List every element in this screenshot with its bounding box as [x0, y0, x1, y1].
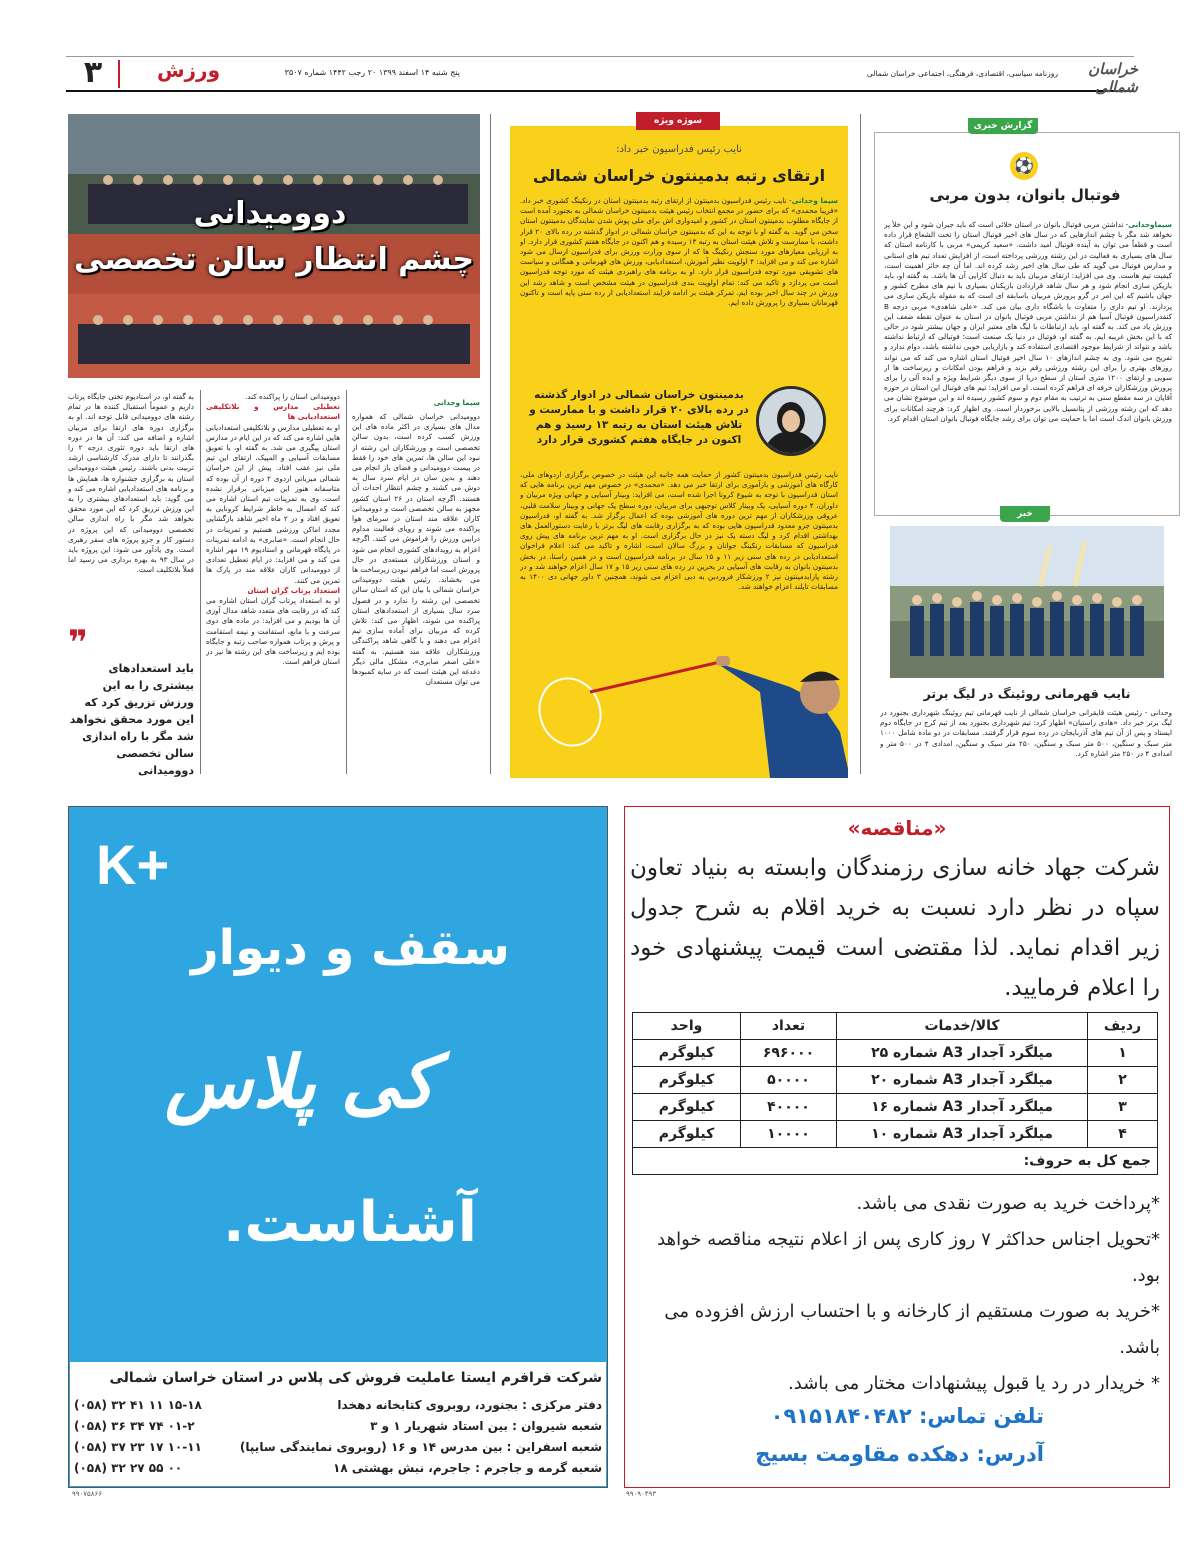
tender-table-wrap — [632, 1012, 1158, 1175]
rowing-photo-svg — [890, 526, 1164, 678]
football-article-title: فوتبال بانوان، بدون مربی — [929, 186, 1121, 204]
athletics-headline-2: چشم انتظار سالن تخصصی — [74, 242, 474, 277]
tender-address-line — [700, 1442, 1044, 1466]
table-total-row — [633, 1148, 1158, 1175]
branch-phone[interactable]: (۰۵۸) ۳۲ ۴۱ ۱۱ ۱۵-۱۸ — [74, 1398, 202, 1412]
issue-date: پنج شنبه ۱۴ اسفند ۱۳۹۹ ۲۰ رجب ۱۴۴۲ شماره ۳۵۰۷ — [284, 68, 460, 77]
table-header-row — [633, 1013, 1158, 1040]
badminton-svg — [520, 632, 848, 778]
quote-mark-icon: ❞ — [68, 623, 88, 663]
table-cell: ۱۰۰۰۰ — [741, 1121, 837, 1148]
athletics-col-a: دوومیدانی خراسان شمالی که همواره مدال های بسیاری در اکثر ماده های این ورزش کسب کرده است، بدون سالن تخصصی است و ورزشکاران این رشته از نبود این سالن ها، تمرین های خود را فقط در پیست دوومیدانی و فضای باز انجام می دهند و بدین سان در ایام سرد سال به دوش می کشند و چشم انتظار احداث آن هستند. اگرچه استان در ۲۶ استان کشور مجهز به سالن تخصصی است و دوومیدانی کاران علاقه مند استان در سرمای هوا پراکنده می شوند و رویای فعالیت مداوم درایین ورزش را فراموش می کنند. اگرچه اعزام به رویدادهای کشوری انجام می شود و استان ورزشکاران مستعدی در حال پرورش است اما فراهم نبودن زیرساخت ها می بخشاند. رئیس هیئت دوومیدانی خراسان شمالی با بیان این که استان سالن تخصصی این رشته را ندارد و در فصول سرد سال بسیاری از استعدادهای استان پراکنده می شوند، اظهار می کند: تلاش کرده که مربیان برای آماده سازی تیم اعزام می دهند و با گاهی شاهد پراکندگی ورزشکاران علاقه مند هستیم. به گفته «علی اصغر صابری»، مشکل مالی دیگر دغدغه این هیئت است که در سایه کمبودها می توان مستعدان — [352, 412, 480, 687]
article-author: سیماوحدانی — [1128, 220, 1172, 229]
table-row — [633, 1040, 1158, 1067]
kplus-logo: K+ — [96, 833, 170, 896]
col-header: تعداد — [741, 1013, 837, 1040]
subhead-schools: تعطیلی مدارس و بلاتکلیفی استعدادیابی ها — [206, 402, 340, 422]
news-tag: خبر — [1000, 506, 1050, 522]
athletics-headline-1: دوومیدانی — [193, 196, 347, 231]
table-cell: ۴۰۰۰۰ — [741, 1094, 837, 1121]
col-header: کالا/خدمات — [837, 1013, 1088, 1040]
branch-phone[interactable]: (۰۵۸) ۳۲ ۲۷ ۵۵ ۰۰ — [74, 1461, 183, 1475]
table-row — [633, 1121, 1158, 1148]
special-tag: سوژه ویژه — [636, 112, 720, 130]
branch-phone[interactable]: (۰۵۸) ۳۷ ۲۳ ۱۷ ۱۰-۱۱ — [74, 1440, 202, 1454]
table-cell: ۴ — [1088, 1121, 1158, 1148]
kplus-brand: کی پلاس — [164, 1040, 436, 1124]
football-icon: ⚽ — [1010, 152, 1038, 180]
section-title: ورزش — [156, 58, 220, 82]
col-b-intro: دوومیدانی استان را پراکنده کند. — [245, 392, 340, 401]
tender-intro: شرکت جهاد خانه سازی رزمندگان وابسته به بنیاد تعاون سپاه در نظر دارد نسبت به خرید اقلام به شرح جدول زیر اقدام نماید. لذا مقتضی است قیمت پیشنهادی خود را اعلام فرمایید. — [630, 855, 1160, 1001]
special-body — [520, 196, 838, 374]
branch-name: شعبه شیروان : بین استاد شهریار ۱ و ۳ — [370, 1419, 602, 1433]
tender-note: *خرید به صورت مستقیم از کارخانه و با احتساب ارزش افزوده می باشد. — [664, 1301, 1160, 1358]
tender-note: * خریدار در رد یا قبول پیشنهادات مختار می باشد. — [788, 1373, 1160, 1394]
table-cell: ۳ — [1088, 1094, 1158, 1121]
athletics-col-c: به گفته او، در استادیوم تختی جایگاه پرتاب داریم و عموماً استقبال کننده ها در تمام رشته های دوومیدانی قابل توجه اند. او به برگزاری دوره های ارتقا برای مربیان اشاره و اضافه می کند: آن ها در دوره های ارتقا باید دوره تئوری درجه ۲ را بگذرانند تا دارای مدرک کارشناسی ارشد تربیت بدنی باشند. رئیس هیئت دوومیدانی استان به برگزاری جشنواره ها، همایش ها و برنامه های استعدادیابی اشاره می کند و می گوید: باید استعدادهای بیشتری را به این ورزش تزریق کرد که این مورد محقق نخواهد شد مگر با راه اندازی سالن تخصصی دوومیدانی که این پروژه در دستور کار و جزو پروژه های سفر رهبری است. وی یادآور می شود: این پروژه باید در سال ۹۳ به بهره برداری می رسید اما فعلاً بلاتکلیف است. — [68, 392, 194, 575]
col-b-text: او به تعطیلی مدارس و بلاتکلیفی استعدادیابی هایی اشاره می کند که در این ایام در مدارس استان پیگیری می شد. به گفته او، با تعویق مسابقات آسیایی و المپیک، ارتقای این تیم ملی نیز عقب افتاد. پیش از این خراسان شمالی میزبانی اردوی ۲ دوره از آن بوده که متاسفانه هنوز این میزبانی برقرار نشده است. وی به تمرینات تیم استان اشاره می کند که امسال به خاطر شرایط کرونایی به تعویق افتاد و در ۲ ماه اخیر شاهد بازگشایی مجدد اماکن ورزشی هستیم و تمرینات در حال انجام است. «صابری» به ادامه تمرینات در پایگاه قهرمانی و استادیوم ۱۹ مهر اشاره می کند و می افزاید: در ایام تعطیل تعدادی از دوومیدانی کاران علاقه مند در پارک ها تمرین می کنند. — [206, 422, 340, 585]
rowing-team-photo — [890, 526, 1164, 678]
column-rule-1 — [490, 114, 491, 774]
report-tag: گزارش خبری — [968, 118, 1038, 134]
table-cell: ۵۰۰۰۰ — [741, 1067, 837, 1094]
official-portrait — [756, 386, 826, 456]
kplus-branches — [74, 1398, 602, 1482]
table-cell: کیلوگرم — [633, 1040, 741, 1067]
table-cell: ۱ — [1088, 1040, 1158, 1067]
branch-row — [74, 1461, 602, 1482]
branch-row — [74, 1419, 602, 1440]
subhead-throwers: استعداد پرتاب گران استان — [247, 585, 340, 595]
paper-tagline: روزنامه سیاسی، اقتصادی، فرهنگی، اجتماعی خراسان شمالی — [866, 69, 1058, 78]
table-cell: ۶۹۶۰۰۰ — [741, 1040, 837, 1067]
header-divider — [118, 60, 120, 88]
article-text: - نداشتن مربی فوتبال بانوان در استان خلائی است که باید جبران شود و این خلأ پر نخواهد شد مگر با چشم اندازهایی که در سال های اخیر فوتبال استان را تحت الشعاع قرار داده است و قطعاً می توان به آینده فوتبال امید داشت. «سعید کریمی» مربی با کارنامه استان که سال های بسیاری به فعالیت در این رشته ورزشی پرداخته است، از افزایش تعداد تیم های استانی و مدارس فوتبال می گوید که طی سال های اخیر رشد کرده اند. اما آن چه حائز اهمیت است، کیفیت تیم هاست. وی می افزاید: ارتقای مربیان باید به دنبال کارایی آن ها باشد. به گفته او، باید بازیکن سازی انجام شود و هر سال شاهد قراردادن بازیکنان بسیاری با تیم های مطرح کشور و جهان باشیم که این امر در گرو پرورش مربیان باسابقه ای است که به مقوله بازیکن سازی می پردازند. او تیم داری را متفاوت با باشگاه داری بیان می کند. «علی شاهدی» مربی درجه B کنفدراسیون فوتبال آسیا هم از نداشتن مربی فوتبال بانوان در استان به عنوان نقطه ضعف این ورزش یاد می کند. به گفته او، باید ارتباطات با لیگ های معتبر ایران و جهان بیشتر شود در حالی که با این بخش غریبه ایم. به گفته او، فوتبال در دنیا یک صنعت است؛ فوتبالی که ارتباط نداشته باشد و نتواند از شرایط موجود اقتصادی استفاده کند و بازاریابی خوبی نداشته باشد، دوام ندارد و تفریح می شود. وی به چشم اندازهای ۱۰ سال اخیر فوتبال استان اشاره می کند که می تواند روزهای بهتری را برای این رشته ورزشی رقم بزند و فراهم بودن امکانات و زیرساخت ها از سویی و ارتقای ۱۲۰۰ متری استان از سطح دریا از سوی دیگر شرایط ویژه و ایده آلی را برای پرورش ورزشکاران حرفه ای فراهم کرده است. او می افزاید: تیم های فوتبال این استان در حوزه آقایان در سه مقطع سنی به ترتیب به مقام دوم و سوم کشور رسیده اند و این موضوع نشان می دهد که این رشته ورزشی از پتانسیل بالایی برخوردار است. وی اظهار کرد: هرچند امکانات برای ورزش بانوان اندک است اما با حمایت می توان برای رشد جایگاه فوتبال بانوان استان اقدام کرد. — [884, 220, 1172, 423]
page-number: ۳ — [83, 55, 103, 90]
table-cell: کیلوگرم — [633, 1067, 741, 1094]
branch-row — [74, 1440, 602, 1461]
special-body-2: نایب رئیس فدراسیون بدمینتون کشور از حمایت همه جانبه این هیئت در خصوص برگزاری اردوهای ملی، کارگاه های آموزشی و بازآموزی برای ارتقا خبر می دهد. «محمدی» در خصوص مهم ترین برنامه هایی که استان فدراسیون با توجه به شیوع کرونا اجرا شده است، می افزاید: وبینار آسیایی و جهانی ویژه مربیان و داوران، ۴ دوره آسیایی، یک وبینار کلاس توجیهی برای مربیان، دوره سطح یک جهانی و وبینار سلامت قلبی، عروقی ورزشکاران از مهم ترین دوره های آموزشی بوده که اعمال برگزار شد. به گفته او، فدراسیون بدمینتون جزو معدود فدراسیون هایی بوده که به برگزاری رقابت های لیگ برتر با رعایت دستورالعمل های بهداشتی اقدام کرد و لیگ دسته یک نیز در حال برگزاری است. او به مهم ترین برنامه های پیش روی فدراسیون که مسابقات رنکینگ جوانان و بزرگ سالان است، اشاره و تاکید می کند: اعلام فراخوان استعدادیابی در رده های سنی زیر ۱۱ و ۱۵ سال در برنامه فدراسیون است و در همین راستا، در بخش بدمینتون بانوان به رقابت های آسیایی در بحرین در رده های سنی زیر ۱۵ و ۱۷ سال اعزام خواهند شد و در رشته پارابدمینتون نیز ۲ ورزشکار فروردین به دبی اعزام می شوند، همچنین ۳ داور جهانی دی ۱۴۰۰ به مسابقات تایلند اعزام خواهند شد. — [520, 470, 838, 592]
tender-phone-line — [700, 1404, 1044, 1428]
column-rule-2 — [860, 114, 861, 774]
table-cell: ۲ — [1088, 1067, 1158, 1094]
rowing-news-title: نایب قهرمانی روئینگ در لیگ برتر — [923, 686, 1131, 701]
col-b2-text: او به استعداد پرتاب گران استان اشاره می کند که در رقابت های متعدد شاهد مدال آوری آن ها بودیم و می افزاید: در ماده های دوی سرعت و با مانع، استقامت و نیمه استقامت و پرش و پرتاب همواره صاحب رتبه و جایگاه بوده ایم و زیرساخت های این رشته ها نیز در استان فراهم است. — [206, 596, 340, 667]
branch-name: شعبه گرمه و جاجرم : جاجرم، نبش بهشتی ۱۸ — [333, 1461, 602, 1475]
special-quote: بدمینتون خراسان شمالی در ادوار گذشته در رده بالای ۲۰ قرار داشت و با ممارست و تلاش هیئت استان به رتبه ۱۳ رسید و هم اکنون در جایگاه هفتم کشوری قرار دارد — [529, 389, 749, 446]
table-row — [633, 1067, 1158, 1094]
address-label: آدرس: — [976, 1442, 1044, 1466]
tender-table — [632, 1012, 1158, 1175]
rowing-news-body: وحدانی - رئیس هیئت قایقرانی خراسان شمالی از نایب قهرمانی تیم روئینگ شهرداری بجنورد در لیگ برتر خبر داد. «هادی راستیان» اظهار کرد: تیم شهرداری بجنورد بعد از تیم کرج در جایگاه دوم ایستاد و پس از آن تیم های آذربایجان در رده سوم قرار گرفتند. مسابقات در دو ماده شامل ۱۰۰۰ متر سبک و سنگین، ۵۰۰ متر سبک و سنگین، ۲۵۰ متر سبک و سنگین، امدادی ۴ در ۵۰۰ متر و امدادی ۴ در ۲۵۰ متر اشاره کرد. — [880, 708, 1172, 758]
kplus-line-1: سقف و دیوار — [190, 920, 510, 976]
address-value: دهکده مقاومت بسیج — [755, 1442, 970, 1466]
kplus-dealer: شرکت فرافرم ایستا عاملیت فروش کی پلاس در استان خراسان شمالی — [109, 1370, 602, 1386]
col-header: ردیف — [1088, 1013, 1158, 1040]
athletics-col-b — [206, 392, 340, 774]
table-total-label: جمع کل به حروف: — [633, 1148, 1158, 1175]
table-cell: میلگرد آجدار A3 شماره ۱۰ — [837, 1121, 1088, 1148]
column-rule-3 — [346, 390, 347, 774]
col-header: واحد — [633, 1013, 741, 1040]
table-cell: میلگرد آجدار A3 شماره ۲۰ — [837, 1067, 1088, 1094]
pull-quote: باید استعدادهای بیشتری را به این ورزش تزریق کرد که این مورد محقق نخواهد شد مگر با راه اندازی سالن تخصصی دوومیدانی — [69, 662, 194, 777]
tender-notes — [630, 1186, 1160, 1402]
phone-number[interactable]: ۰۹۱۵۱۸۴۰۴۸۲ — [770, 1404, 912, 1428]
branch-name: دفتر مرکزی : بجنورد، روبروی کتابخانه دهخدا — [337, 1398, 602, 1412]
branch-row — [74, 1398, 602, 1419]
kplus-line-3: آشناست. — [223, 1190, 477, 1255]
badminton-player-image — [520, 632, 848, 778]
branch-phone[interactable]: (۰۵۸) ۳۶ ۳۴ ۷۴ ۰۱-۲ — [74, 1419, 195, 1433]
table-cell: میلگرد آجدار A3 شماره ۱۶ — [837, 1094, 1088, 1121]
kplus-ad-code: ۹۹۰۷۵۸۶۶ — [72, 1490, 103, 1498]
table-row — [633, 1094, 1158, 1121]
special-title: ارتقای رتبه بدمینتون خراسان شمالی — [532, 166, 826, 185]
table-cell: میلگرد آجدار A3 شماره ۲۵ — [837, 1040, 1088, 1067]
table-cell: کیلوگرم — [633, 1094, 741, 1121]
paper-logo: خراسان شمالی — [1088, 60, 1138, 96]
tender-title: «مناقصه» — [847, 816, 947, 840]
tender-note: *تحویل اجناس حداکثر ۷ روز کاری پس از اعلام نتیجه مناقصه خواهد بود. — [657, 1229, 1160, 1286]
special-kicker: نایب رئیس فدراسیون خبر داد: — [616, 144, 742, 155]
special-text: - نایب رئیس فدراسیون بدمینتون از ارتقای رتبه بدمینتون استان در رنکینگ کشوری خبر داد. «فریبا محمدی» که برای حضور در مجمع انتخاب رئیس هیئت بدمینتون خراسان شمالی به بجنورد آمده است از جایگاه مطلوب بدمینتون استان در کشور و امیدواری اش برای ملی پوش شدن نمایندگان بدمینتون استان سخن می گوید. به گفته او با توجه به این که بدمینتون خراسان شمالی در ادوار گذشته در رده بالای ۲۰ قرار داشت، با ممارست و تلاش هیئت استان به رتبه ۱۳ رسیده و هم اکنون در جایگاه هفتم کشوری قرار دارد. او به ارزیابی معیارهای مورد سنجش رنکینگ ها که از سوی وزارت ورزش برای فدراسیون ارسال می شود اشاره می کند و می افزاید: ۴ اولویت نظیر آموزش، استعدادیابی، ورزش های قهرمانی و همگانی و سیاست های تشویقی مورد توجه فدراسیون قرار دارد. او به برنامه های راهبردی هیئت که مورد توجه فدراسیون است می پردازد و تاکید می کند: تمام اولویت بندی فدراسیون در هیئت مشخص است و شاهد رشد این ورزش در چند سال اخیر بوده ایم. تمرکز هیئت بر ادامه فرایند استعدادیابی از رده سنی پایه است و تاکنون قهرمانان بسیاری را پرورش داده ایم. — [520, 196, 838, 308]
branch-name: شعبه اسفراین : بین مدرس ۱۴ و ۱۶ (روبروی نمایندگی سایپا) — [239, 1440, 602, 1454]
portrait-svg — [759, 389, 823, 453]
football-article-body — [884, 220, 1172, 514]
table-cell: کیلوگرم — [633, 1121, 741, 1148]
tender-note: *پرداخت خرید به صورت نقدی می باشد. — [856, 1193, 1160, 1214]
column-rule-4 — [200, 390, 201, 774]
athletics-author: سیما وحدانی — [433, 398, 480, 407]
tender-ad-code: ۹۹۰۹۰۴۹۳ — [626, 1490, 657, 1498]
phone-label: تلفن تماس: — [918, 1404, 1044, 1428]
special-author: سیما وحدانی — [791, 196, 838, 205]
